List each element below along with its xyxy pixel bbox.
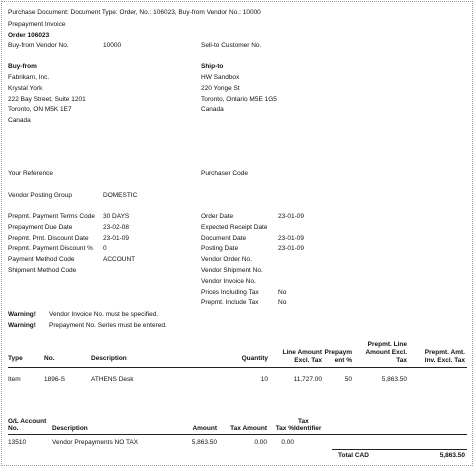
ship-to-line: HW Sandbox [201,74,240,81]
buy-from-line: Krystal York [8,85,43,92]
col-header-prepmt-amt-inv: Prepmt. Amt. [424,349,465,356]
total-divider [332,449,467,450]
field-label: Payment Method Code [8,256,75,263]
field-label: Shipment Method Code [8,267,77,274]
order-number: Order 106023 [8,32,50,39]
field-value: 23-01-09 [278,245,305,252]
col-header-prepayment-pct: ent % [334,357,352,364]
ship-to-line: Toronto, Ontario M5E 1G5 [201,96,277,103]
col-header-description: Description [52,425,88,432]
document-subtitle: Prepayment Invoice [8,21,66,28]
cell-no: 1896-S [44,376,65,383]
field-value: 30 DAYS [103,213,130,220]
col-header-description: Description [91,355,127,362]
field-value: 23-01-09 [278,213,305,220]
buy-from-vendor-value: 10000 [103,42,122,49]
buy-from-line: Fabrikam, Inc. [8,74,50,81]
field-label: Vendor Shipment No. [201,267,263,274]
cell-amount: 5,863.50 [191,439,217,446]
field-label: Posting Date [201,245,239,252]
cell-quantity: 10 [260,376,268,383]
warning-label: Warning! [8,311,36,318]
cell-description: ATHENS Desk [91,376,134,383]
col-header-prepmt-line-amount: Prepmt. Line [367,341,407,348]
ship-to-line: Canada [201,106,224,113]
cell-line-amount: 11,727.00 [293,376,322,383]
cell-tax-amount: 0.00 [254,439,267,446]
col-header-tax-identifier: Tax [298,418,309,425]
cell-tax-pct: 0.00 [281,439,294,446]
col-header-amount: Amount [192,425,217,432]
col-header-gl-account: G/L Account [8,418,47,425]
warning-label: Warning! [8,322,36,329]
field-value: No [278,299,287,306]
field-value: No [278,289,287,296]
total-label: Total CAD [338,452,369,459]
field-value: 0 [103,245,107,252]
buy-from-line: Toronto, ON M5K 1E7 [8,106,72,113]
col-header-tax-pct: Tax % [275,425,294,432]
field-label: Vendor Order No. [201,256,252,263]
vendor-posting-group-label: Vendor Posting Group [8,192,72,199]
field-label: Document Date [201,235,247,242]
field-value: 23-01-09 [103,235,130,242]
warning-message: Prepayment No. Series must be entered. [49,322,167,329]
field-label: Vendor Invoice No. [201,278,256,285]
cell-description: Vendor Prepayments NO TAX [52,439,139,446]
purchaser-code-label: Purchaser Code [201,170,248,177]
buy-from-heading: Buy-from [8,63,37,70]
col-header-prepmt-line-amount: Amount Excl. [365,349,407,356]
header-divider [8,367,467,368]
buy-from-line: 222 Bay Street, Suite 1201 [8,96,86,103]
col-header-prepmt-line-amount: Tax [396,357,407,364]
header-divider [8,434,467,435]
report-page [1,1,473,466]
col-header-prepmt-amt-inv: Inv. Excl. Tax [424,357,465,364]
field-label: Prepmt. Include Tax [201,299,259,306]
col-header-line-amount: Excl. Tax [294,357,322,364]
field-value: 23-02-08 [103,224,130,231]
field-label: Expected Receipt Date [201,224,268,231]
col-header-prepayment-pct: Prepaym [324,349,352,356]
col-header-tax-identifier: Identifier [294,425,322,432]
field-label: Prices Including Tax [201,289,259,296]
field-value: 23-01-09 [278,235,305,242]
document-title: Purchase Document: Document Type: Order, No.: 106023, Buy-from Vendor No.: 10000 [8,9,261,16]
field-label: Prepmt. Pmt. Discount Date [8,235,89,242]
cell-type: Item [8,376,21,383]
field-label: Prepmt. Payment Terms Code [8,213,95,220]
field-value: ACCOUNT [103,256,136,263]
buy-from-line: Canada [8,117,31,124]
field-label: Order Date [201,213,234,220]
cell-prepayment-pct: 50 [344,376,352,383]
buy-from-vendor-label: Buy-from Vendor No. [8,42,69,49]
cell-gl-account: 13510 [8,439,27,446]
col-header-tax-amount: Tax Amount [230,425,267,432]
ship-to-heading: Ship-to [201,63,224,70]
total-value: 5,863.50 [439,452,465,459]
sell-to-customer-label: Sell-to Customer No. [201,42,262,49]
your-reference-label: Your Reference [8,170,53,177]
warning-message: Vendor Invoice No. must be specified. [49,311,159,318]
col-header-gl-account: No. [8,425,19,432]
cell-prepmt-line-amount: 5,863.50 [381,376,407,383]
ship-to-line: 220 Yonge St [201,85,240,92]
field-label: Prepmt. Payment Discount % [8,245,93,252]
field-label: Prepayment Due Date [8,224,73,231]
col-header-quantity: Quantity [241,355,268,362]
col-header-no: No. [44,355,55,362]
col-header-type: Type [8,355,23,362]
vendor-posting-group-value: DOMESTIC [103,192,138,199]
col-header-line-amount: Line Amount [282,349,322,356]
